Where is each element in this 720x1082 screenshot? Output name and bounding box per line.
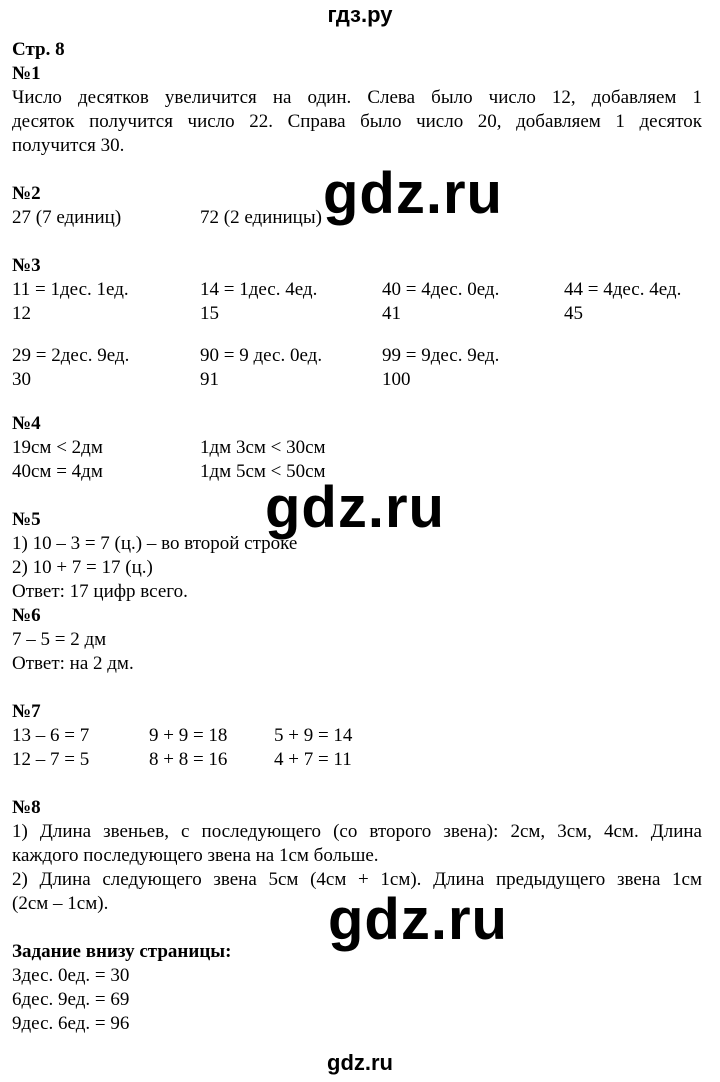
- bottom-task-line: 9дес. 6ед. = 96: [12, 1013, 130, 1034]
- task-7-cell: 13 – 6 = 7: [12, 725, 90, 746]
- task-2-cell: 27 (7 единиц): [12, 207, 122, 228]
- task-4-cell: 1дм 3см < 30см: [200, 437, 326, 458]
- task-3-cell: 12: [12, 303, 31, 324]
- task-3-title: №3: [12, 255, 41, 276]
- task-7-cell: 4 + 7 = 11: [274, 749, 352, 770]
- page-number: Стр. 8: [12, 39, 65, 60]
- task-5-title: №5: [12, 509, 41, 530]
- task-3-cell: 99 = 9дес. 9ед.: [382, 345, 500, 366]
- task-3-cell: 40 = 4дес. 0ед.: [382, 279, 500, 300]
- task-3-cell: 91: [200, 369, 219, 390]
- task-3-cell: 29 = 2дес. 9ед.: [12, 345, 130, 366]
- task-3-row: [12, 344, 702, 368]
- task-3-cell: 100: [382, 369, 411, 390]
- task-7-row: [12, 724, 702, 748]
- task-7-cell: 12 – 7 = 5: [12, 749, 90, 770]
- task-6-title: №6: [12, 605, 41, 626]
- task-3-cell: 14 = 1дес. 4ед.: [200, 279, 318, 300]
- task-2-cell: 72 (2 единицы): [200, 207, 322, 228]
- task-3-cell: 11 = 1дес. 1ед.: [12, 279, 129, 300]
- task-6-line: 7 – 5 = 2 дм: [12, 629, 107, 650]
- task-2-title: №2: [12, 183, 41, 204]
- task-7-row: [12, 748, 702, 772]
- task-7-cell: 5 + 9 = 14: [274, 725, 353, 746]
- task-4-cell: 19см < 2дм: [12, 437, 103, 458]
- task-3-row: [12, 278, 702, 302]
- task-3-cell: 30: [12, 369, 31, 390]
- site-footer: gdz.ru: [327, 1050, 393, 1075]
- watermark: gdz.ru: [328, 887, 508, 952]
- task-8-line: 1) Длина звеньев, с последующего (со второго звена): 2см, 3см, 4см. Длина: [12, 821, 702, 842]
- task-3-row: [12, 368, 702, 392]
- bottom-task-line: 3дес. 0ед. = 30: [12, 965, 130, 986]
- task-4-title: №4: [12, 413, 41, 434]
- task-3-cell: 15: [200, 303, 219, 324]
- task-1-line: Число десятков увеличится на один. Слева было число 12, добавляем 1: [12, 87, 702, 108]
- task-1-title: №1: [12, 63, 41, 84]
- site-header: гдз.ру: [327, 2, 393, 27]
- task-6-line: Ответ: на 2 дм.: [12, 653, 134, 674]
- task-4-cell: 40см = 4дм: [12, 461, 103, 482]
- bottom-task-title: Задание внизу страницы:: [12, 941, 232, 962]
- task-4-row: [12, 436, 702, 460]
- task-8-line: (2см – 1см).: [12, 893, 109, 914]
- task-5-line: 2) 10 + 7 = 17 (ц.): [12, 557, 153, 578]
- task-5-line: 1) 10 – 3 = 7 (ц.) – во второй строке: [12, 533, 298, 554]
- task-3-cell: 41: [382, 303, 401, 324]
- task-1-line: десяток получится число 22. Справа было число 20, добавляем 1 десяток: [12, 111, 702, 132]
- task-8-line: 2) Длина следующего звена 5см (4см + 1см). Длина предыдущего звена 1см: [12, 869, 702, 890]
- task-8-title: №8: [12, 797, 41, 818]
- task-7-title: №7: [12, 701, 41, 722]
- watermark: gdz.ru: [265, 475, 445, 540]
- task-3-cell: 90 = 9 дес. 0ед.: [200, 345, 323, 366]
- watermark: gdz.ru: [323, 161, 503, 226]
- task-3-cell: 45: [564, 303, 583, 324]
- task-3-row: [12, 302, 702, 326]
- bottom-task-line: 6дес. 9ед. = 69: [12, 989, 130, 1010]
- task-8-line: каждого последующего звена на 1см больше.: [12, 845, 379, 866]
- task-7-cell: 8 + 8 = 16: [149, 749, 228, 770]
- task-3-cell: 44 = 4дес. 4ед.: [564, 279, 682, 300]
- task-5-line: Ответ: 17 цифр всего.: [12, 581, 188, 602]
- task-1-line: получится 30.: [12, 135, 125, 156]
- task-7-cell: 9 + 9 = 18: [149, 725, 228, 746]
- task-4-cell: 1дм 5см < 50см: [200, 461, 326, 482]
